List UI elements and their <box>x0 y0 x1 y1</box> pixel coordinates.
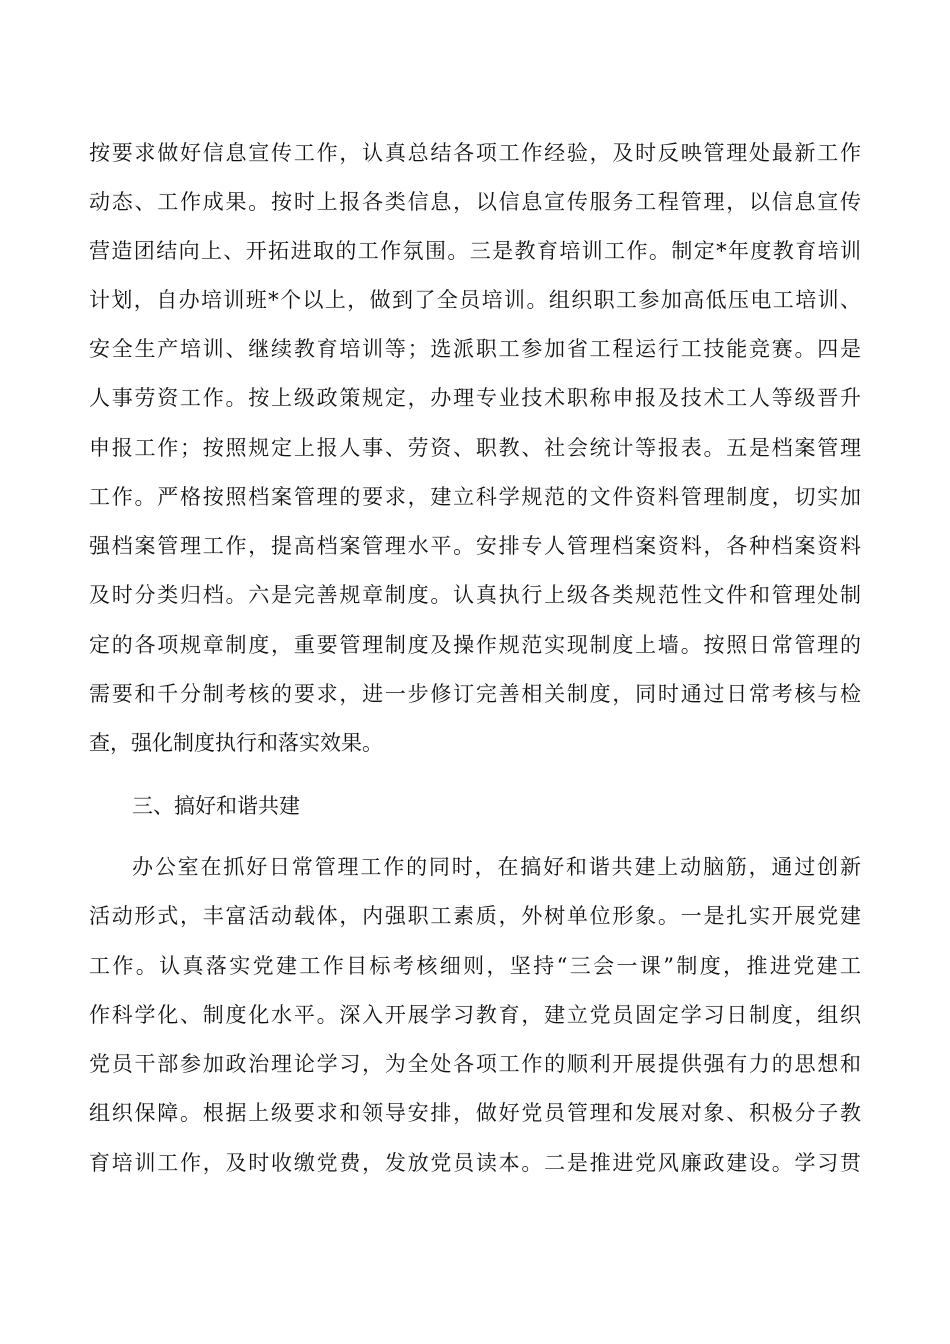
paragraph-line: 作科学化、制度化水平。深入开展学习教育，建立党员固定学习日制度，组织 <box>89 1003 861 1027</box>
paragraph-line: 工作。严格按照档案管理的要求，建立科学规范的文件资料管理制度，切实加 <box>89 485 861 509</box>
paragraph-line: 工作。认真落实党建工作目标考核细则，坚持“三会一课”制度，推进党建工 <box>89 954 861 978</box>
paragraph-line: 计划，自办培训班*个以上，做到了全员培训。组织职工参加高低压电工培训、 <box>89 288 861 312</box>
paragraph-line: 党员干部参加政治理论学习，为全处各项工作的顺利开展提供强有力的思想和 <box>89 1052 861 1076</box>
paragraph-line: 按要求做好信息宣传工作，认真总结各项工作经验，及时反映管理处最新工作 <box>89 141 861 165</box>
paragraph-line: 需要和千分制考核的要求，进一步修订完善相关制度，同时通过日常考核与检 <box>89 682 861 706</box>
paragraph-line: 人事劳资工作。按上级政策规定，办理专业技术职称申报及技术工人等级晋升 <box>89 386 861 410</box>
paragraph-line: 组织保障。根据上级要求和领导安排，做好党员管理和发展对象、积极分子教 <box>89 1101 861 1125</box>
paragraph-line: 活动形式，丰富活动载体，内强职工素质，外树单位形象。一是扎实开展党建 <box>89 904 861 928</box>
paragraph-line: 查，强化制度执行和落实效果。 <box>89 731 383 755</box>
section-heading: 三、搞好和谐共建 <box>132 794 300 818</box>
paragraph-line: 定的各项规章制度，重要管理制度及操作规范实现制度上墙。按照日常管理的 <box>89 633 861 657</box>
paragraph-line: 营造团结向上、开拓进取的工作氛围。三是教育培训工作。制定*年度教育培训 <box>89 239 861 263</box>
paragraph-line: 申报工作；按照规定上报人事、劳资、职教、社会统计等报表。五是档案管理 <box>89 436 861 460</box>
paragraph-line: 强档案管理工作，提高档案管理水平。安排专人管理档案资料，各种档案资料 <box>89 534 861 558</box>
paragraph-line: 动态、工作成果。按时上报各类信息，以信息宣传服务工程管理，以信息宣传 <box>89 190 861 214</box>
paragraph-line: 及时分类归档。六是完善规章制度。认真执行上级各类规范性文件和管理处制 <box>89 583 861 607</box>
paragraph-line: 育培训工作，及时收缴党费，发放党员读本。二是推进党风廉政建设。学习贯 <box>89 1151 861 1175</box>
paragraph-line: 安全生产培训、继续教育培训等；选派职工参加省工程运行工技能竞赛。四是 <box>89 337 861 361</box>
paragraph-line: 办公室在抓好日常管理工作的同时，在搞好和谐共建上动脑筋，通过创新 <box>132 855 861 879</box>
